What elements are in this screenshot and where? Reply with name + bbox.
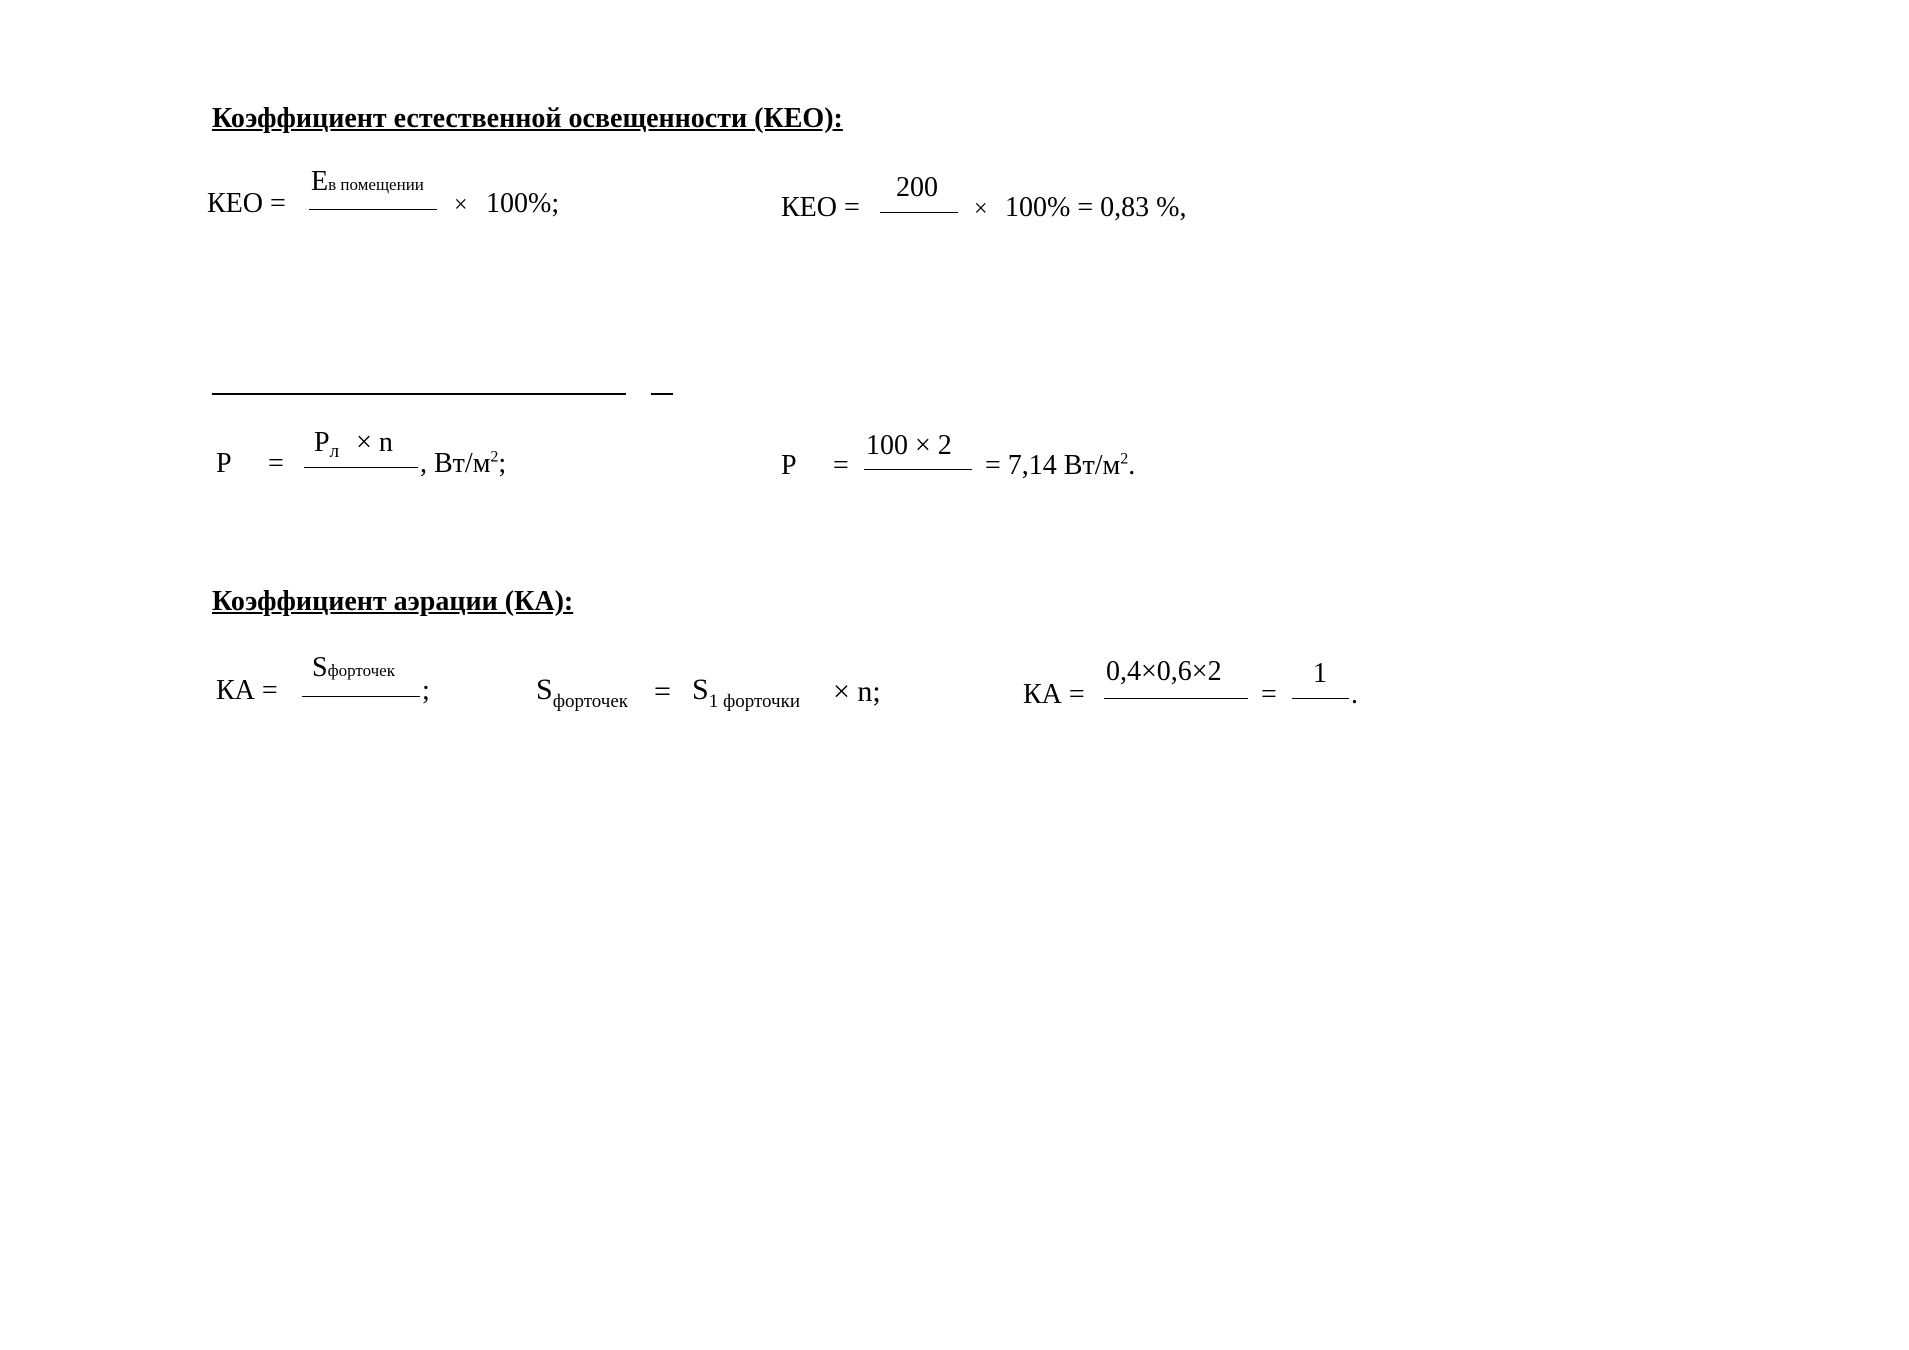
power-numerator-subscript: л	[329, 441, 340, 462]
power-formula-fraction-bar	[304, 467, 418, 468]
power-result-exponent: 2	[1120, 450, 1129, 468]
power-calc-eq: =	[833, 450, 849, 481]
blank-heading-dash	[651, 393, 673, 395]
power-calc-numerator: 100 × 2	[866, 430, 952, 461]
keo-calc-lhs: КЕО =	[781, 192, 860, 223]
keo-numerator-subscript: в помещении	[328, 175, 424, 194]
keo-heading: Коэффициент естественной освещенности (КЕО):	[212, 103, 843, 134]
area-s1-symbol: S	[692, 673, 709, 706]
power-calc-result	[985, 450, 1135, 482]
ka-calc-fraction-bar	[1104, 698, 1248, 699]
power-result-end: .	[1128, 450, 1136, 481]
ka-numerator-symbol: S	[312, 652, 328, 683]
ka-heading: Коэффициент аэрации (КА):	[212, 586, 574, 617]
area-s-total	[536, 673, 629, 712]
keo-calc-numerator: 200	[896, 172, 938, 203]
keo-formula-lhs: КЕО =	[207, 188, 286, 219]
ka-calc-fraction-bar-2	[1292, 698, 1349, 699]
power-calc-lhs: Р	[781, 450, 797, 481]
blank-heading-line	[212, 393, 626, 395]
keo-formula-numerator	[311, 166, 424, 198]
area-eq: =	[654, 675, 671, 708]
power-numerator-tail: × n	[356, 427, 393, 458]
keo-formula-fraction-bar	[309, 209, 437, 210]
keo-calc-times: ×	[974, 196, 988, 222]
keo-numerator-symbol: Е	[311, 166, 329, 197]
ka-formula-fraction-bar	[302, 696, 420, 697]
ka-calc-eq: =	[1261, 679, 1277, 710]
power-formula-lhs: Р	[216, 448, 232, 479]
keo-formula-tail: 100%;	[486, 188, 560, 219]
area-s-symbol: S	[536, 673, 553, 706]
ka-formula-numerator	[312, 652, 395, 684]
ka-calc-end: .	[1351, 679, 1358, 710]
area-tail: × n;	[833, 675, 881, 708]
area-s-subscript: форточек	[552, 691, 629, 712]
power-unit-text: , Вт/м	[420, 448, 491, 479]
area-s1-subscript: 1 форточки	[708, 691, 801, 712]
power-unit-end: ;	[498, 448, 507, 479]
ka-calc-numerator-2: 1	[1313, 658, 1327, 689]
ka-formula-lhs: КА =	[216, 675, 278, 706]
power-formula-unit	[420, 448, 506, 480]
power-result-text: = 7,14 Вт/м	[985, 450, 1121, 481]
power-unit-exponent: 2	[490, 448, 499, 466]
keo-calc-fraction-bar	[880, 212, 958, 213]
ka-calc-lhs: КА =	[1023, 679, 1085, 710]
keo-formula-times: ×	[454, 192, 468, 218]
power-formula-eq: =	[268, 448, 284, 479]
power-formula-numerator	[314, 427, 393, 462]
power-calc-fraction-bar	[864, 469, 972, 470]
area-s-one	[692, 673, 801, 712]
power-numerator-symbol: Р	[314, 427, 330, 458]
ka-numerator-subscript: форточек	[327, 661, 395, 680]
keo-calc-tail: 100% = 0,83 %,	[1005, 192, 1187, 223]
ka-formula-end: ;	[422, 675, 430, 706]
ka-calc-numerator: 0,4×0,6×2	[1106, 656, 1222, 687]
